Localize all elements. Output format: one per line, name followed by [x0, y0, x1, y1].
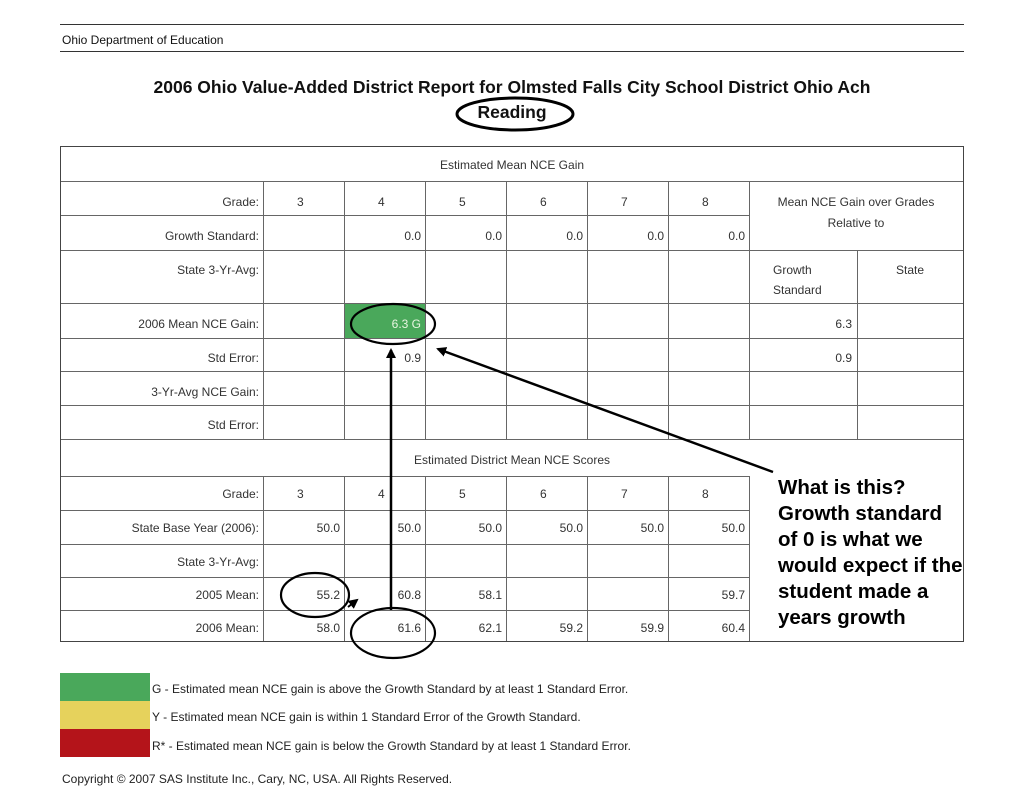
growth-standard-value: 0.0	[647, 229, 664, 243]
org-name: Ohio Department of Education	[62, 33, 224, 47]
report-title: 2006 Ohio Value-Added District Report for Olmsted Falls City School District Ohio Ach	[153, 77, 871, 97]
state-base-value: 50.0	[721, 521, 745, 535]
row-label-mean-2006: 2006 Mean:	[195, 621, 259, 635]
mean-2005-value: 59.7	[721, 588, 745, 602]
mean-2006-value: 59.9	[640, 621, 664, 635]
callout-line: years growth	[778, 606, 906, 629]
row-label-std-error: Std Error:	[207, 351, 259, 365]
callout-line: student made a	[778, 580, 929, 603]
mean-2005-value: 60.8	[397, 588, 421, 602]
grade-header: 4	[378, 195, 385, 209]
grade-header: 3	[297, 195, 304, 209]
grade-header: 6	[540, 195, 547, 209]
mean-2006-value: 60.4	[721, 621, 745, 635]
scores-grade-label: Grade:	[222, 487, 259, 501]
mean-2006-highlight-ellipse	[351, 608, 435, 658]
growth-standard-value: 0.0	[728, 229, 745, 243]
mean-2005-value: 55.2	[316, 588, 340, 602]
grade-header: 7	[621, 195, 628, 209]
row-label-mean-2005: 2005 Mean:	[195, 588, 259, 602]
scores-grade-header: 6	[540, 487, 547, 501]
row-label-std-error-2: Std Error:	[207, 418, 259, 432]
callout-line: What is this?	[778, 476, 906, 499]
legend-text-green: G - Estimated mean NCE gain is above the Growth Standard by at least 1 Standard Error.	[152, 682, 629, 696]
row-label-state-3yr-avg: State 3-Yr-Avg:	[177, 263, 259, 277]
scores-grade-header: 8	[702, 487, 709, 501]
legend-swatch-yellow	[60, 701, 150, 729]
growth-standard-value: 0.0	[566, 229, 583, 243]
state-base-value: 50.0	[559, 521, 583, 535]
gain-highlight-ellipse	[351, 304, 435, 344]
state-base-value: 50.0	[397, 521, 421, 535]
mean-2006-value: 59.2	[559, 621, 583, 635]
scores-grade-header: 5	[459, 487, 466, 501]
callout-arrow	[438, 349, 773, 472]
relative-growth-value: 6.3	[835, 317, 852, 331]
state-base-value: 50.0	[640, 521, 664, 535]
state-base-value: 50.0	[316, 521, 340, 535]
mean-2005-highlight-ellipse	[281, 573, 349, 617]
mean-2006-value: 62.1	[478, 621, 502, 635]
mean-2006-value: 58.0	[316, 621, 340, 635]
legend-swatch-red	[60, 729, 150, 757]
grade-header: 8	[702, 195, 709, 209]
legend-text-yellow: Y - Estimated mean NCE gain is within 1 Standard Error of the Growth Standard.	[152, 710, 581, 724]
relative-std-error-value: 0.9	[835, 351, 852, 365]
growth-standard-col-line1: Growth	[773, 263, 812, 277]
scores-grade-header: 3	[297, 487, 304, 501]
legend-text-red: R* - Estimated mean NCE gain is below the Growth Standard by at least 1 Standard Error.	[152, 739, 631, 753]
gain-section-heading: Estimated Mean NCE Gain	[439, 158, 585, 172]
growth-standard-col-line2: Standard	[773, 283, 822, 297]
copyright-footer: Copyright © 2007 SAS Institute Inc., Cary, NC, USA. All Rights Reserved.	[62, 772, 453, 786]
reading-highlight-ellipse	[457, 98, 573, 130]
relative-heading-line1: Mean NCE Gain over Grades	[777, 195, 935, 209]
legend-swatch-green	[60, 673, 150, 701]
callout-line: of 0 is what we	[778, 528, 923, 551]
row-label-3yr-avg-gain: 3-Yr-Avg NCE Gain:	[151, 385, 259, 399]
scores-section-heading: Estimated District Mean NCE Scores	[413, 453, 611, 467]
row-label-state-base: State Base Year (2006):	[131, 521, 259, 535]
mean-gain-value-grade4: 6.3 G	[391, 317, 421, 331]
mean-2006-value: 61.6	[397, 621, 421, 635]
std-error-value-grade4: 0.9	[404, 351, 421, 365]
scores-grade-header: 7	[621, 487, 628, 501]
scores-grade-header: 4	[378, 487, 385, 501]
row-label-mean-gain-2006: 2006 Mean NCE Gain:	[138, 317, 259, 331]
growth-standard-value: 0.0	[485, 229, 502, 243]
row-label-scores-state-3yr: State 3-Yr-Avg:	[177, 555, 259, 569]
grade-header: 5	[459, 195, 466, 209]
callout-line: Growth standard	[778, 502, 943, 525]
subject-label: Reading	[477, 102, 547, 122]
callout-line: would expect if the	[778, 554, 963, 577]
callout-note	[778, 475, 1018, 631]
state-col-heading: State	[895, 263, 925, 277]
grade-label: Grade:	[222, 195, 259, 209]
growth-standard-value: 0.0	[404, 229, 421, 243]
relative-heading-line2: Relative to	[827, 216, 885, 230]
row-label-growth-standard: Growth Standard:	[164, 229, 259, 243]
mean-2005-arrow	[348, 600, 357, 607]
state-base-value: 50.0	[478, 521, 502, 535]
mean-2005-value: 58.1	[478, 588, 502, 602]
